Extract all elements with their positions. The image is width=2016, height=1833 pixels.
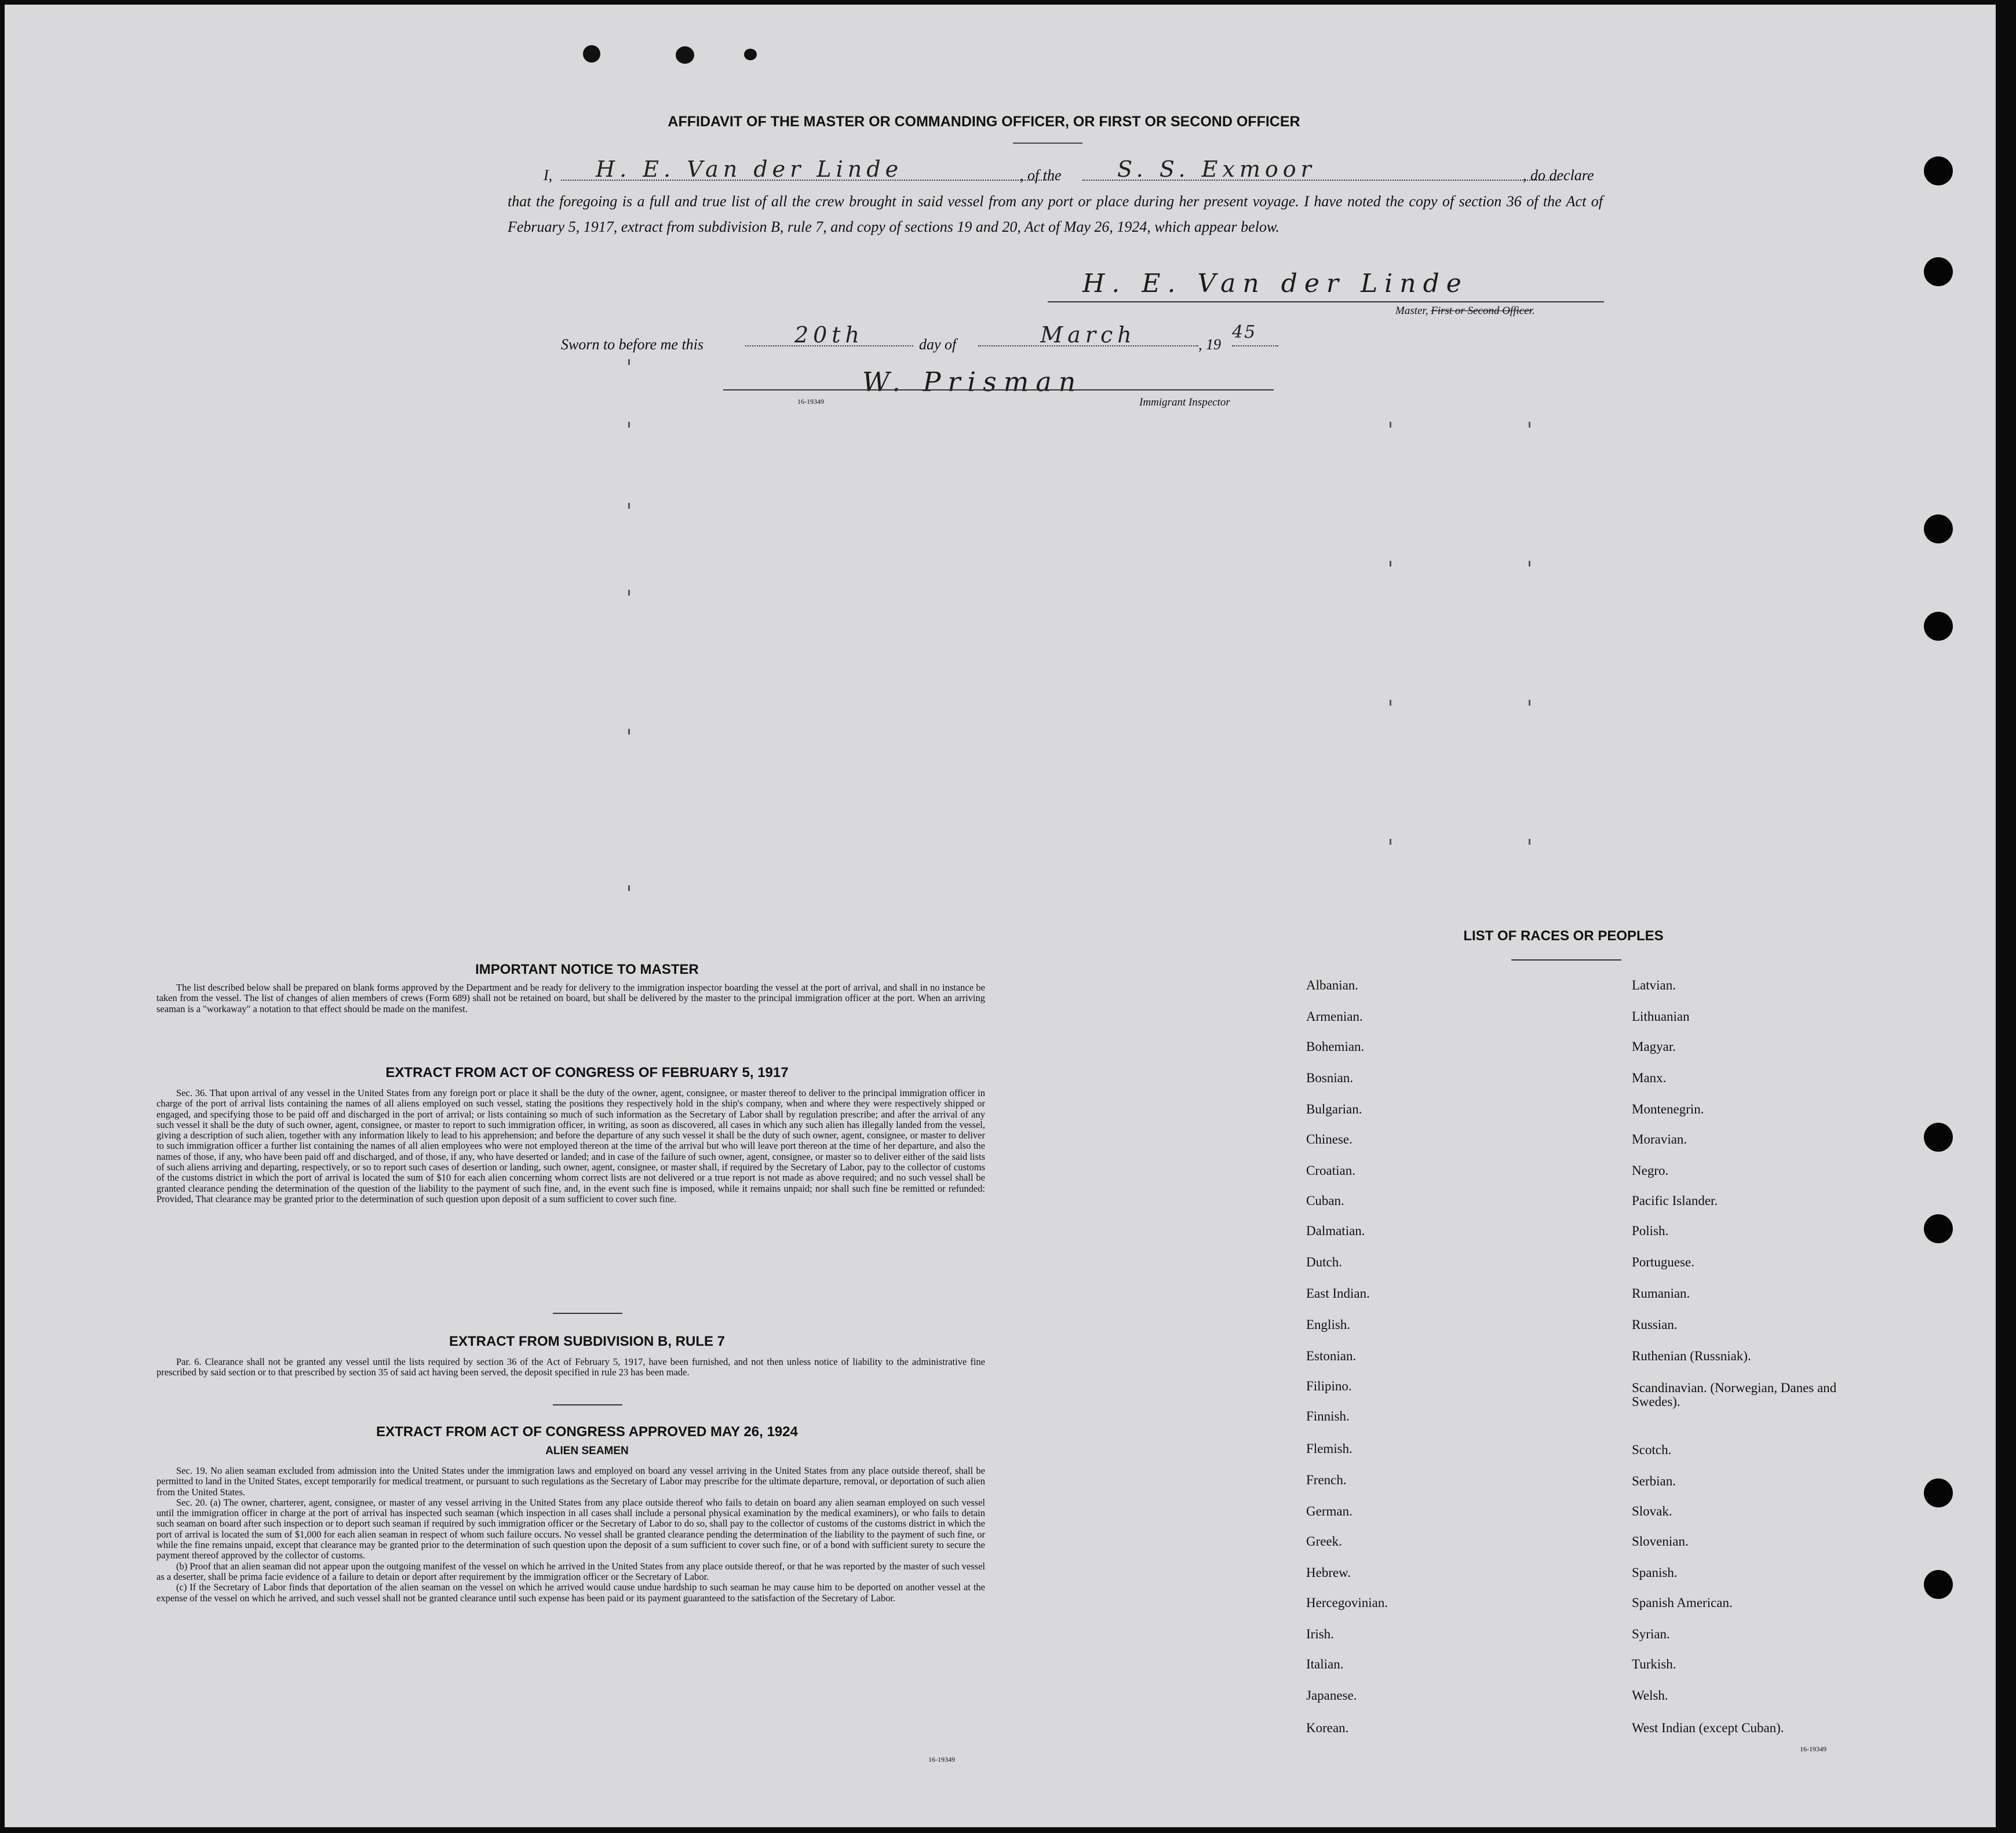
column-tick — [1529, 700, 1530, 706]
column-tick — [628, 422, 630, 428]
master-title-label: Master, First or Second Officer. — [1395, 305, 1535, 317]
of-the-label: , of the — [1020, 167, 1062, 184]
manifest-page — [5, 5, 1996, 1827]
race-item: Korean. — [1306, 1721, 1349, 1735]
struck-officer-label: First or Second Officer — [1431, 305, 1532, 317]
race-item: Hebrew. — [1306, 1565, 1351, 1580]
race-item: Manx. — [1632, 1071, 1667, 1085]
binder-hole — [1924, 514, 1953, 543]
ink-blot — [744, 49, 757, 60]
sec-19-paragraph: Sec. 19. No alien seaman excluded from admission into the United States under the immigration laws and employed on board any vessel arriving in the United States from any place outside thereof, shall be permitted to land in the United States, except temporarily for medical treatment, or pursuant to such regulations as the Secretary of Labor may prescribe for the ultimate departure, removal, or deportation of such alien from the United States. — [156, 1465, 985, 1498]
race-item: East Indian. — [1306, 1286, 1370, 1301]
race-item: French. — [1306, 1473, 1347, 1487]
race-item: Cuban. — [1306, 1193, 1344, 1208]
column-tick — [1390, 700, 1391, 706]
race-item: Spanish. — [1632, 1565, 1678, 1580]
race-item: Filipino. — [1306, 1379, 1352, 1393]
race-item: German. — [1306, 1504, 1352, 1518]
binder-hole — [1924, 1214, 1953, 1243]
race-item: Negro. — [1632, 1163, 1669, 1178]
column-tick — [628, 503, 630, 509]
race-item: Japanese. — [1306, 1688, 1357, 1703]
race-item: Chinese. — [1306, 1132, 1352, 1146]
races-title: LIST OF RACES OR PEOPLES — [1463, 928, 1664, 944]
column-tick — [628, 590, 630, 596]
master-label: Master, — [1395, 305, 1428, 317]
form-number: 16-19349 — [928, 1755, 955, 1763]
race-item: Portuguese. — [1632, 1255, 1694, 1269]
race-item: Rumanian. — [1632, 1286, 1690, 1301]
signature-line — [1048, 301, 1604, 302]
race-item: Polish. — [1632, 1224, 1669, 1238]
affidavit-statement: that the foregoing is a full and true list of all the crew brought in said vessel from any port or place during her present voyage. I have noted the copy of section 36 of the Act of February 5, 1917, extract from subdivision B, rule 7, and copy of sections 19 and 20, Act of May 26, 1924, which appear below. — [508, 193, 1603, 235]
inspector-label: Immigrant Inspector — [1139, 396, 1230, 408]
race-item: Montenegrin. — [1632, 1102, 1704, 1116]
race-item: Slovenian. — [1632, 1534, 1689, 1549]
race-item: Italian. — [1306, 1657, 1344, 1671]
sec-20a-paragraph: Sec. 20. (a) The owner, charterer, agent, consignee, or master of any vessel arriving in the United States from any place outside thereof who fails to detain on board any alien seaman employed on such vessel until the immigration officer in charge at the port of arrival has inspected such seaman (which inspection in all cases shall include a personal physical examination by the medical examiners), or who fails to detain such seaman on board after such inspection or to deport such seaman if required by such immigration officer or the Secretary of Labor to do so, shall pay to the collector of customs of the customs district in which the port of arrival is located the sum of $1,000 for each alien seaman in respect of whom such failure occurs. No vessel shall be granted clearance pending the determination of the liability to the payment of such fine, or while the fine remains unpaid, except that clearance may be granted prior to the determination of such question upon the deposit of a sum sufficient to cover such fine, or of a bond with sufficient surety to secure the payment thereof approved by the collector of customs. — [156, 1496, 985, 1561]
race-item: Irish. — [1306, 1627, 1334, 1641]
sworn-label: Sworn to before me this — [561, 336, 704, 353]
binder-hole — [1924, 1123, 1953, 1152]
vessel-name-field: S. S. Exmoor — [1082, 156, 1558, 181]
inspector-line — [723, 389, 1274, 390]
notice-title: IMPORTANT NOTICE TO MASTER — [475, 962, 699, 977]
sec-20b-paragraph: (b) Proof that an alien seaman did not appear upon the outgoing manifest of the vessel on which he arrived in the United States from any place outside thereof, or that he was reported by the master of such vessel as a deserter, shall be prima facie evidence of a failure to detain or deport after requirement by the immigration officer or the Secretary of Labor. — [156, 1560, 985, 1582]
rule-7-text — [156, 1357, 985, 1378]
race-item: Albanian. — [1306, 978, 1359, 992]
master-name-field: H. E. Van der Linde — [561, 156, 1053, 181]
race-item: Syrian. — [1632, 1627, 1670, 1641]
race-item: Greek. — [1306, 1534, 1342, 1549]
race-item: Scandinavian. (Norwegian, Danes and Swedes). — [1632, 1381, 1837, 1409]
race-item: Ruthenian (Russniak). — [1632, 1349, 1751, 1363]
race-item: Moravian. — [1632, 1132, 1687, 1146]
race-item: Russian. — [1632, 1317, 1678, 1332]
sec-20c-paragraph: (c) If the Secretary of Labor finds that deportation of the alien seaman on the vessel on which he arrived would cause undue hardship to such seaman he may cause him to be deported on another vessel at the expense of the vessel on which he arrived, and such vessel shall not be granted clearance until such expense has been paid or its payment guaranteed to the satisfaction of the Secretary of Labor. — [156, 1582, 985, 1604]
do-declare-label: , do declare — [1523, 167, 1594, 184]
race-item: Bohemian. — [1306, 1039, 1365, 1054]
race-item: Spanish American. — [1632, 1595, 1733, 1610]
binder-hole — [1924, 1570, 1953, 1599]
pronoun-label: I, — [544, 167, 553, 184]
race-item: Flemish. — [1306, 1441, 1352, 1456]
race-item: Dutch. — [1306, 1255, 1342, 1269]
extract-1917-title: EXTRACT FROM ACT OF CONGRESS OF FEBRUARY 5, 1917 — [385, 1065, 789, 1080]
race-item: Bulgarian. — [1306, 1102, 1362, 1116]
affidavit-title: AFFIDAVIT OF THE MASTER OR COMMANDING OFFICER, OR FIRST OR SECOND OFFICER — [668, 114, 1300, 130]
column-tick — [1390, 422, 1391, 428]
column-tick — [1529, 839, 1530, 845]
sworn-day-field: 20th — [745, 322, 913, 346]
race-item: Pacific Islander. — [1632, 1193, 1718, 1208]
race-item: Lithuanian — [1632, 1009, 1690, 1024]
section-rule — [553, 1313, 622, 1314]
race-item: Scotch. — [1632, 1443, 1672, 1457]
race-item: West Indian (except Cuban). — [1632, 1721, 1784, 1735]
race-item: Serbian. — [1632, 1474, 1676, 1488]
binder-hole — [1924, 612, 1953, 641]
inspector-signature: W. Prisman — [862, 366, 1083, 397]
race-item: Estonian. — [1306, 1349, 1357, 1363]
form-number: 16-19349 — [1800, 1745, 1827, 1753]
binder-hole — [1924, 257, 1953, 286]
race-item: Bosnian. — [1306, 1071, 1354, 1085]
sworn-month-field: March — [978, 322, 1198, 346]
race-item: Turkish. — [1632, 1657, 1676, 1671]
race-item: Latvian. — [1632, 978, 1676, 992]
day-of-label: day of — [919, 336, 957, 353]
year-prefix-label: , 19 — [1198, 336, 1221, 353]
race-item: English. — [1306, 1317, 1351, 1332]
race-item: Dalmatian. — [1306, 1224, 1365, 1238]
race-item: Magyar. — [1632, 1039, 1676, 1054]
column-tick — [1529, 561, 1530, 567]
binder-hole — [1924, 1478, 1953, 1507]
extract-1924-title: EXTRACT FROM ACT OF CONGRESS APPROVED MAY 26, 1924 — [376, 1424, 798, 1440]
race-item: Finnish. — [1306, 1409, 1350, 1423]
title-rule — [1013, 143, 1082, 144]
column-tick — [628, 359, 630, 365]
column-tick — [628, 885, 630, 891]
race-item: Croatian. — [1306, 1163, 1355, 1178]
rule-7-title: EXTRACT FROM SUBDIVISION B, RULE 7 — [449, 1334, 726, 1349]
notice-text — [156, 983, 985, 1014]
notice-paragraph: The list described below shall be prepared on blank forms approved by the Department and be ready for delivery to the immigration inspector boarding the vessel at the port of arrival, and shall in no instance be taken from the vessel. The list of changes of alien members of crews (Form 689) shall not be retained on board, but shall be delivered by the master to the principal immigration officer at the port. When an arriving seaman is a "workaway" a notation to that effect should be made on the manifest. — [156, 982, 985, 1014]
race-item: Hercegovinian. — [1306, 1595, 1388, 1610]
extract-1917-text — [156, 1088, 985, 1204]
races-title-rule — [1511, 959, 1621, 961]
ink-blot — [676, 46, 694, 64]
column-tick — [1529, 422, 1530, 428]
alien-seamen-subtitle: ALIEN SEAMEN — [545, 1445, 629, 1457]
par-6-paragraph: Par. 6. Clearance shall not be granted any vessel until the lists required by section 36 of the Act of February 5, 1917, have been furnished, and not then unless notice of liability to the administrative fine prescribed by said section or to that prescribed by section 35 of said act having been served, the deposit specified in rule 23 has been made. — [156, 1356, 985, 1378]
column-tick — [628, 729, 630, 735]
race-item: Slovak. — [1632, 1504, 1672, 1518]
section-rule — [553, 1404, 622, 1405]
extract-1924-text — [156, 1466, 985, 1604]
race-item: Armenian. — [1306, 1009, 1363, 1024]
ink-blot — [583, 45, 600, 63]
column-tick — [1390, 561, 1391, 567]
race-item: Welsh. — [1632, 1688, 1668, 1703]
binder-hole — [1924, 156, 1953, 185]
sec-36-paragraph: Sec. 36. That upon arrival of any vessel in the United States from any foreign port or place it shall be the duty of the owner, agent, consignee, or master thereof to deliver to the principal immigration officer in charge of the port of arrival lists containing the names of all aliens employed on such vessel, stating the positions they respectively hold in the ship's company, when and where they were respectively shipped or engaged, and specifying those to be paid off and discharged in the port of arrival; or lists containing so much of such information as the Secretary of Labor shall by regulation prescribe; and after the arrival of any such vessel it shall be the duty of such owner, agent, consignee, or master to report to such immigration officer, in writing, as soon as discovered, all cases in which any such alien has illegally landed from the vessel, giving a description of such alien, together with any information likely to lead to his apprehension; and before the departure of any such vessel it shall be the duty of such owner, agent, consignee, or master to deliver to such immigration officer a further list containing the names of all alien employees who were not employed thereon at the time of the arrival but who will leave port thereon at the time of her departure, and also the names of those, if any, who have been paid off and discharged, and of those, if any, who have deserted or landed; and in case of the failure of such owner, agent, consignee, or master so to deliver either of the said lists of such aliens arriving and departing, respectively, or so to report such cases of desertion or landing, such owner, agent, consignee, or master shall, if required by the Secretary of Labor, pay to the collector of customs of the customs district in which the port of arrival is located the sum of $10 for each alien concerning whom correct lists are not delivered or a true report is not made as above required; and no such vessel shall be granted clearance pending the determination of the question of the liability to the payment of such fine, and, in the event such fine is imposed, while it remains unpaid; nor shall such fine be remitted or refunded: Provided, That clearance may be granted prior to the determination of such question upon deposit of a sum sufficient to cover such fine. — [156, 1087, 985, 1204]
master-signature: H. E. Van der Linde — [1082, 269, 1468, 298]
column-tick — [1390, 839, 1391, 845]
sworn-year-field: 45 — [1232, 322, 1278, 346]
form-number: 16-19349 — [797, 397, 824, 406]
